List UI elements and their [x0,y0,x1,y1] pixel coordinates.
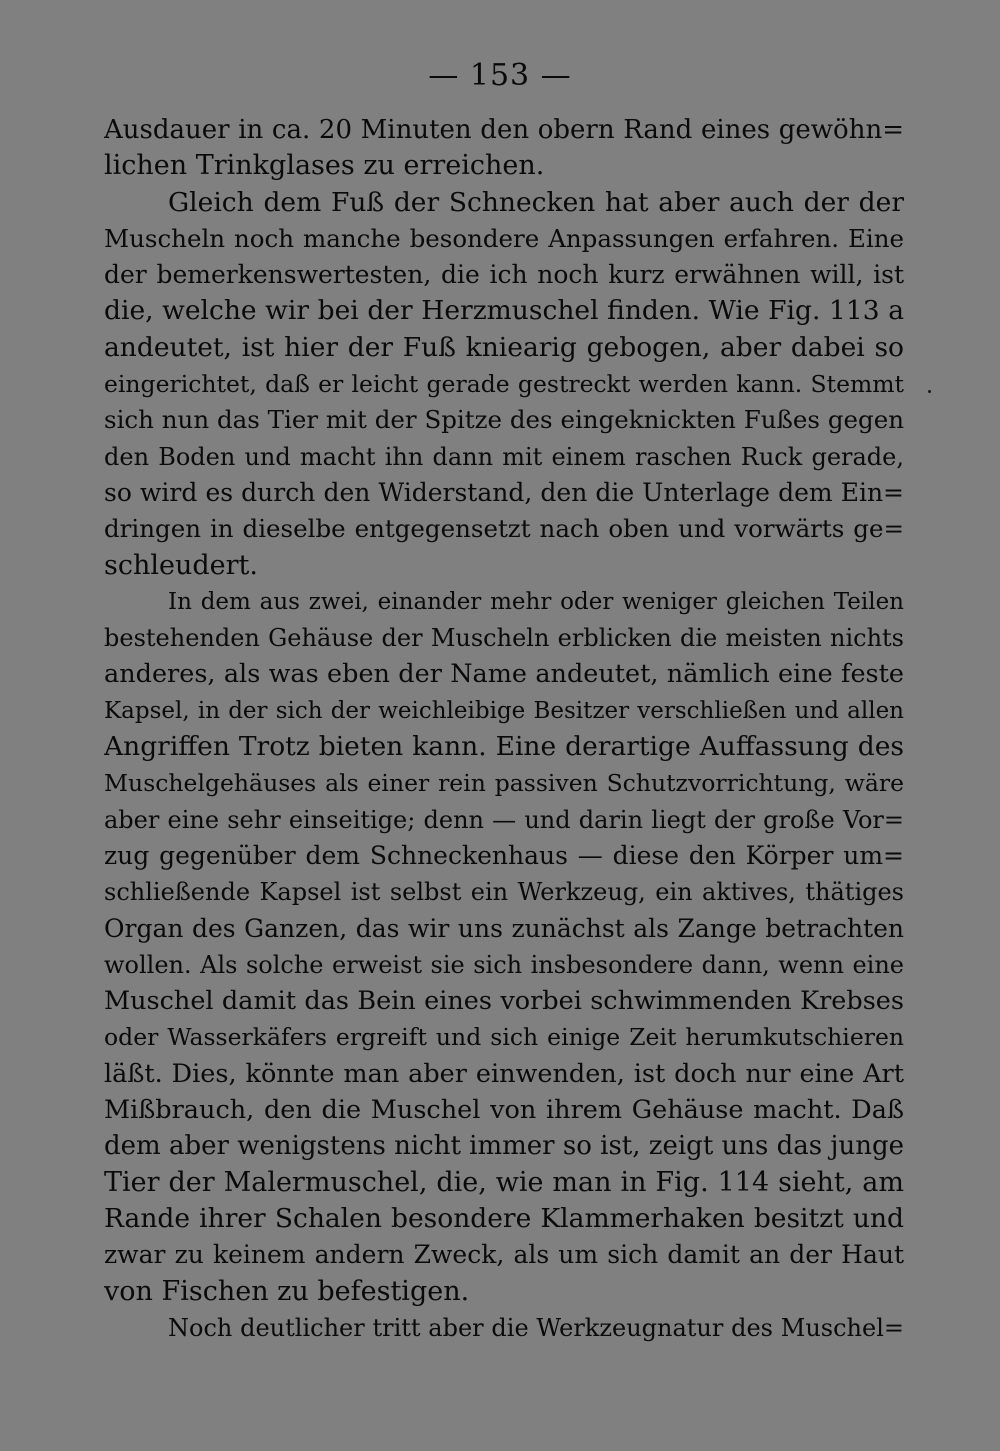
text-line: Angriffen Trotz bieten kann. Eine derartige Auffassung des [104,731,904,763]
text-line: so wird es durch den Widerstand, den die Unterlage dem Ein= [104,477,904,507]
text-line: schleudert. [104,549,258,581]
text-line: den Boden und macht ihn dann mit einem raschen Ruck gerade, [104,442,904,471]
text-line: sich nun das Tier mit der Spitze des eingeknickten Fußes gegen [104,405,904,435]
text-line: wollen. Als solche erweist sie sich insbesondere dann, wenn eine [104,950,904,979]
paragraph-start-line: In dem aus zwei, einander mehr oder weniger gleichen Teilen [168,588,904,615]
text-line: von Fischen zu befestigen. [104,1275,470,1307]
text-line: läßt. Dies, könnte man aber einwenden, ist doch nur eine Art [104,1058,904,1089]
text-line: die, welche wir bei der Herzmuschel finden. Wie Fig. 113 a [104,295,904,327]
text-line: Ausdauer in ca. 20 Minuten den obern Rand eines gewöhn= [104,115,904,145]
text-line: zwar zu keinem andern Zweck, als um sich damit an der Haut [104,1240,904,1270]
text-line: Muscheln noch manche besondere Anpassungen erfahren. Eine [104,223,904,253]
page-number: — 153 — [428,58,572,93]
text-line: dringen in dieselbe entgegensetzt nach oben und vorwärts ge= [104,514,904,544]
text-line: andeutet, ist hier der Fuß kniearig gebogen, aber dabei so [104,331,904,363]
body-text [104,112,904,1346]
text-line: Tier der Malermuschel, die, wie man in Fig. 114 sieht, am [104,1166,904,1198]
text-line: eingerichtet, daß er leicht gerade gestreckt werden kann. Stemmt [104,370,904,399]
paragraph-start-line: Gleich dem Fuß der Schnecken hat aber auch der der [168,186,904,218]
text-line: anderes, als was eben der Name andeutet, nämlich eine feste [104,659,904,690]
text-line: lichen Trinkglases zu erreichen. [104,150,545,182]
text-line: Muschelgehäuses als einer rein passiven Schutzvorrichtung, wäre [104,769,904,798]
text-line: aber eine sehr einseitige; denn — und darin liegt der große Vor= [104,805,904,834]
text-line: Muschel damit das Bein eines vorbei schwimmenden Krebses [104,986,904,1017]
text-line: oder Wasserkäfers ergreift und sich einige Zeit herumkutschieren [104,1023,904,1052]
text-line: bestehenden Gehäuse der Muscheln erblicken die meisten nichts [104,624,904,653]
text-line: zug gegenüber dem Schneckenhaus — diese den Körper um= [104,840,904,870]
text-line: Organ des Ganzen, das wir uns zunächst als Zange betrachten [104,913,904,943]
text-line: Mißbrauch, den die Muschel von ihrem Gehäuse macht. Daß [104,1095,904,1126]
text-line: Rande ihrer Schalen besondere Klammerhaken besitzt und [104,1202,904,1234]
text-line: der bemerkenswertesten, die ich noch kurz erwähnen will, ist [104,260,904,290]
paragraph-start-line: Noch deutlicher tritt aber die Werkzeugnatur des Muschel= [168,1313,904,1342]
print-speck [928,390,931,393]
text-line: Kapsel, in der sich der weichleibige Besitzer verschließen und allen [104,697,904,724]
text-line: dem aber wenigstens nicht immer so ist, zeigt uns das junge [104,1131,904,1162]
text-line: schließende Kapsel ist selbst ein Werkzeug, ein aktives, thätiges [104,878,904,907]
